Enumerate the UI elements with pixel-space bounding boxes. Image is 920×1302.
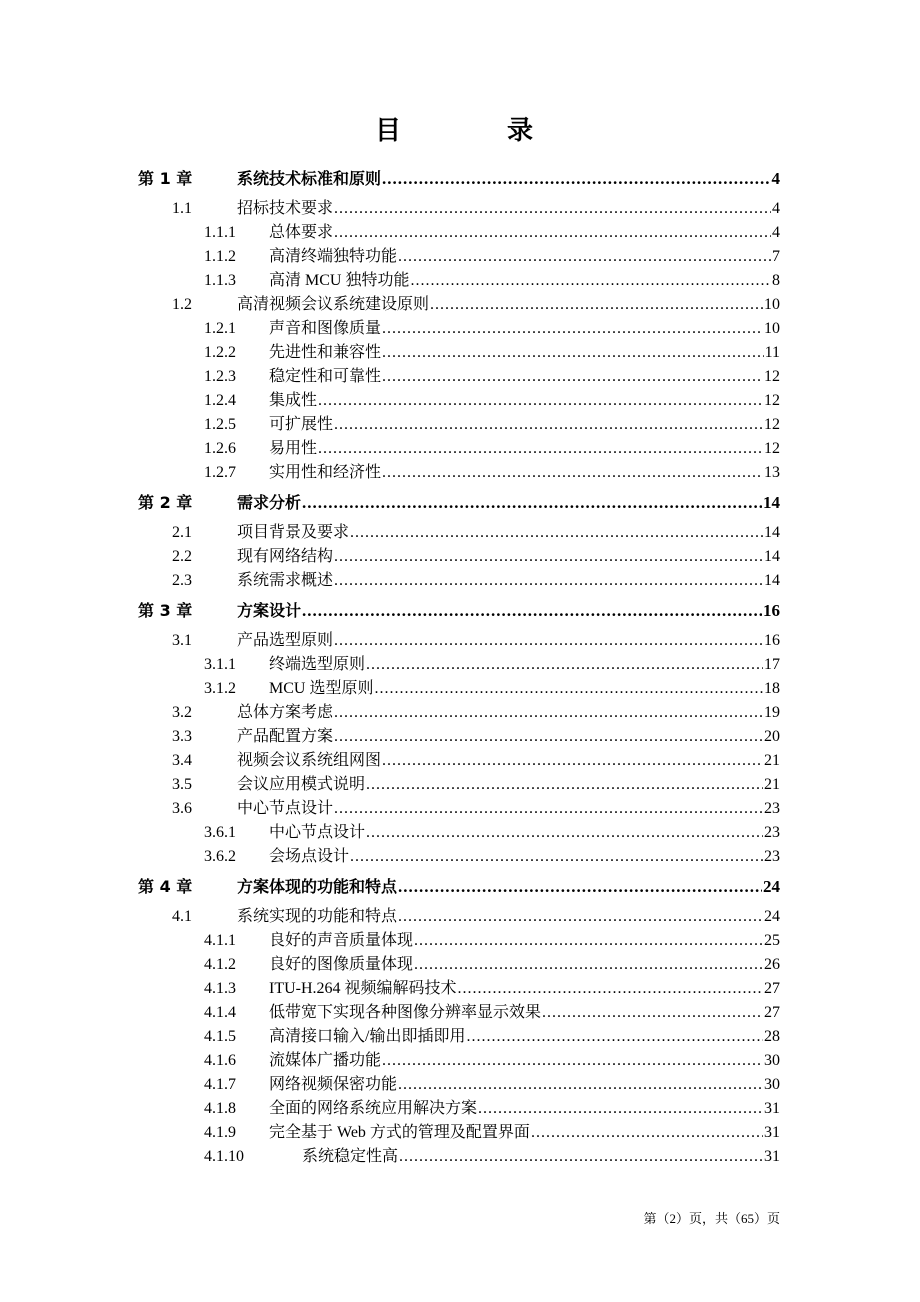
toc-entry-number: 1.1.1: [204, 224, 236, 241]
toc-entry-page-number: 31: [764, 1124, 780, 1141]
toc-entry-title: 集成性: [269, 392, 318, 409]
toc-entry-page-number: 14: [764, 548, 780, 565]
toc-entry-page-number: 31: [764, 1100, 780, 1117]
toc-entry[interactable]: [0, 702, 780, 724]
toc-entry[interactable]: [0, 726, 780, 748]
dot-leader: [399, 1146, 763, 1168]
toc-entry-page-number: 11: [764, 344, 780, 361]
toc-entry-page-number: 26: [764, 956, 780, 973]
toc-entry-title: 声音和图像质量: [269, 320, 382, 337]
toc-entry-title: 高清接口输入/输出即插即用: [269, 1028, 466, 1045]
toc-entry-number: 2.3: [172, 572, 192, 589]
toc-chapter-entry[interactable]: [0, 168, 780, 190]
toc-entry-number: 1.2.7: [204, 464, 236, 481]
dot-leader: [334, 798, 763, 820]
toc-entry-page-number: 24: [764, 908, 780, 925]
toc-entry-number: 4.1: [172, 908, 192, 925]
toc-entry-title: 高清视频会议系统建设原则: [237, 296, 430, 313]
dot-leader: [366, 774, 763, 796]
dot-leader: [334, 630, 763, 652]
toc-entry[interactable]: [0, 198, 780, 220]
dot-leader: [466, 1026, 763, 1048]
toc-entry-number: 1.2.6: [204, 440, 236, 457]
toc-entry-number: 4.1.1: [204, 932, 236, 949]
toc-chapter-entry[interactable]: [0, 876, 780, 898]
page-footer: 第（2）页，共（65）页: [643, 1211, 780, 1226]
page-title: 目 录: [374, 116, 573, 146]
toc-entry-number: 2.1: [172, 524, 192, 541]
toc-entry-page-number: 16: [764, 632, 780, 649]
dot-leader: [410, 270, 771, 292]
toc-entry[interactable]: [0, 654, 780, 676]
toc-entry-number: 3.6: [172, 800, 192, 817]
toc-entry-title: 产品配置方案: [237, 728, 334, 745]
toc-entry-page-number: 14: [763, 493, 780, 512]
toc-entry-title: 完全基于 Web 方式的管理及配置界面: [269, 1124, 530, 1141]
toc-entry-title: 总体方案考虑: [237, 704, 334, 721]
toc-entry-title: 全面的网络系统应用解决方案: [269, 1100, 478, 1117]
dot-leader: [382, 1050, 763, 1072]
dot-leader: [458, 978, 763, 1000]
toc-entry[interactable]: [0, 390, 780, 412]
toc-entry-title: 可扩展性: [269, 416, 334, 433]
toc-entry[interactable]: [0, 1122, 780, 1144]
toc-entry-page-number: 25: [764, 932, 780, 949]
toc-entry[interactable]: [0, 954, 780, 976]
dot-leader: [414, 954, 763, 976]
toc-entry-page-number: 18: [764, 680, 780, 697]
dot-leader: [302, 600, 762, 622]
toc-entry-number: 3.4: [172, 752, 192, 769]
toc-entry[interactable]: [0, 522, 780, 544]
toc-entry[interactable]: [0, 678, 780, 700]
toc-entry[interactable]: [0, 906, 780, 928]
toc-entry-page-number: 4: [772, 200, 780, 217]
dot-leader: [398, 246, 771, 268]
dot-leader: [334, 546, 763, 568]
toc-entry[interactable]: [0, 222, 780, 244]
toc-entry-title: 需求分析: [237, 493, 302, 512]
toc-entry-title: 网络视频保密功能: [269, 1076, 398, 1093]
dot-leader: [414, 930, 763, 952]
toc-chapter-entry[interactable]: [0, 600, 780, 622]
toc-entry-number: 第 1 章: [138, 169, 193, 188]
toc-entry-page-number: 27: [764, 980, 780, 997]
toc-entry[interactable]: [0, 318, 780, 340]
toc-entry[interactable]: [0, 1074, 780, 1096]
toc-entry-title: 易用性: [269, 440, 318, 457]
dot-leader: [350, 522, 763, 544]
toc-entry[interactable]: [0, 1050, 780, 1072]
toc-entry-page-number: 19: [764, 704, 780, 721]
toc-entry-title: 高清 MCU 独特功能: [269, 272, 410, 289]
toc-entry-title: 招标技术要求: [237, 200, 334, 217]
dot-leader: [366, 654, 763, 676]
toc-entry-title: 先进性和兼容性: [269, 344, 382, 361]
toc-entry-title: 总体要求: [269, 224, 334, 241]
toc-entry-number: 4.1.10: [204, 1148, 244, 1165]
toc-entry-title: 系统需求概述: [237, 572, 334, 589]
toc-entry-number: 4.1.5: [204, 1028, 236, 1045]
dot-leader: [430, 294, 763, 316]
toc-entry-page-number: 30: [764, 1076, 780, 1093]
toc-entry-title: 项目背景及要求: [237, 524, 350, 541]
toc-entry-page-number: 13: [764, 464, 780, 481]
dot-leader: [382, 462, 763, 484]
toc-entry-number: 3.6.2: [204, 848, 236, 865]
dot-leader: [382, 366, 763, 388]
toc-entry[interactable]: [0, 438, 780, 460]
toc-entry-number: 3.1: [172, 632, 192, 649]
toc-entry-number: 3.6.1: [204, 824, 236, 841]
toc-entry-number: 1.1.2: [204, 248, 236, 265]
toc-entry-page-number: 14: [764, 572, 780, 589]
toc-entry-number: 4.1.6: [204, 1052, 236, 1069]
toc-entry-number: 4.1.8: [204, 1100, 236, 1117]
toc-entry-number: 1.2.2: [204, 344, 236, 361]
toc-entry[interactable]: [0, 1002, 780, 1024]
toc-entry-number: 1.2.3: [204, 368, 236, 385]
toc-entry[interactable]: [0, 798, 780, 820]
toc-entry-page-number: 23: [764, 848, 780, 865]
dot-leader: [334, 414, 763, 436]
toc-entry[interactable]: [0, 774, 780, 796]
toc-entry[interactable]: [0, 978, 780, 1000]
toc-entry[interactable]: [0, 846, 780, 868]
toc-entry-page-number: 10: [764, 320, 780, 337]
toc-entry-page-number: 21: [764, 776, 780, 793]
toc-entry-number: 第 2 章: [138, 493, 193, 512]
toc-entry-title: 高清终端独特功能: [269, 248, 398, 265]
dot-leader: [318, 438, 763, 460]
toc-entry[interactable]: [0, 822, 780, 844]
toc-entry-page-number: 31: [764, 1148, 780, 1165]
toc-entry-title: 流媒体广播功能: [269, 1052, 382, 1069]
toc-entry-page-number: 30: [764, 1052, 780, 1069]
dot-leader: [318, 390, 763, 412]
toc-entry-title: 低带宽下实现各种图像分辨率显示效果: [269, 1004, 542, 1021]
toc-entry[interactable]: [0, 1146, 780, 1168]
toc-entry-number: 1.2.5: [204, 416, 236, 433]
dot-leader: [382, 342, 764, 364]
toc-entry-number: 4.1.9: [204, 1124, 236, 1141]
dot-leader: [334, 702, 763, 724]
toc-entry-title: 系统技术标准和原则: [237, 169, 382, 188]
toc-entry-page-number: 17: [764, 656, 780, 673]
toc-entry-title: 系统实现的功能和特点: [237, 908, 398, 925]
toc-entry-page-number: 10: [764, 296, 780, 313]
toc-entry[interactable]: [0, 294, 780, 316]
toc-entry-number: 3.3: [172, 728, 192, 745]
toc-entry[interactable]: [0, 546, 780, 568]
toc-entry-title: ITU-H.264 视频编解码技术: [269, 980, 457, 997]
toc-entry[interactable]: [0, 246, 780, 268]
toc-entry-title: 良好的声音质量体现: [269, 932, 414, 949]
toc-entry-page-number: 4: [772, 224, 780, 241]
toc-entry-page-number: 21: [764, 752, 780, 769]
toc-entry-title: 稳定性和可靠性: [269, 368, 382, 385]
toc-entry-page-number: 16: [763, 601, 780, 620]
toc-entry[interactable]: [0, 462, 780, 484]
toc-entry-number: 4.1.4: [204, 1004, 236, 1021]
toc-entry-title: 会议应用模式说明: [237, 776, 366, 793]
toc-entry-number: 第 3 章: [138, 601, 193, 620]
toc-entry-page-number: 7: [772, 248, 780, 265]
toc-entry[interactable]: [0, 750, 780, 772]
toc-entry-page-number: 23: [764, 824, 780, 841]
toc-chapter-entry[interactable]: [0, 492, 780, 514]
toc-entry-number: 1.2.1: [204, 320, 236, 337]
toc-entry-number: 3.1.1: [204, 656, 236, 673]
dot-leader: [334, 570, 763, 592]
toc-entry-page-number: 12: [764, 440, 780, 457]
dot-leader: [398, 906, 763, 928]
dot-leader: [334, 198, 771, 220]
toc-entry-page-number: 24: [763, 877, 780, 896]
dot-leader: [350, 846, 763, 868]
toc-entry-page-number: 27: [764, 1004, 780, 1021]
toc-entry-title: 中心节点设计: [269, 824, 366, 841]
toc-entry-page-number: 14: [764, 524, 780, 541]
dot-leader: [398, 1074, 763, 1096]
toc-entry-title: 终端选型原则: [269, 656, 366, 673]
toc-entry-title: 良好的图像质量体现: [269, 956, 414, 973]
toc-entry-number: 2.2: [172, 548, 192, 565]
toc-entry[interactable]: [0, 342, 780, 364]
dot-leader: [398, 876, 762, 898]
toc-entry-title: 视频会议系统组网图: [237, 752, 382, 769]
dot-leader: [478, 1098, 763, 1120]
dot-leader: [542, 1002, 763, 1024]
toc-entry-page-number: 28: [764, 1028, 780, 1045]
dot-leader: [531, 1122, 763, 1144]
toc-entry-number: 1.1.3: [204, 272, 236, 289]
toc-entry[interactable]: [0, 630, 780, 652]
toc-entry-title: MCU 选型原则: [269, 680, 374, 697]
toc-entry-page-number: 8: [772, 272, 780, 289]
toc-entry-number: 第 4 章: [138, 877, 193, 896]
dot-leader: [382, 318, 763, 340]
toc-entry[interactable]: [0, 270, 780, 292]
dot-leader: [382, 168, 770, 190]
dot-leader: [366, 822, 763, 844]
toc-entry-title: 中心节点设计: [237, 800, 334, 817]
toc-entry-title: 现有网络结构: [237, 548, 334, 565]
toc-entry-page-number: 4: [771, 169, 780, 188]
dot-leader: [382, 750, 763, 772]
toc-entry-number: 3.1.2: [204, 680, 236, 697]
toc-entry-page-number: 23: [764, 800, 780, 817]
toc-entry-page-number: 12: [764, 368, 780, 385]
toc-entry-number: 1.1: [172, 200, 192, 217]
toc-entry-page-number: 20: [764, 728, 780, 745]
dot-leader: [374, 678, 763, 700]
toc-entry-number: 4.1.3: [204, 980, 236, 997]
toc-entry-number: 3.5: [172, 776, 192, 793]
toc-entry[interactable]: [0, 414, 780, 436]
toc-entry[interactable]: [0, 1026, 780, 1048]
dot-leader: [334, 726, 763, 748]
toc-entry-title: 方案体现的功能和特点: [237, 877, 398, 896]
toc-entry-number: 3.2: [172, 704, 192, 721]
toc-entry-title: 实用性和经济性: [269, 464, 382, 481]
dot-leader: [302, 492, 762, 514]
toc-entry[interactable]: [0, 930, 780, 952]
toc-entry-page-number: 12: [764, 392, 780, 409]
toc-entry-number: 1.2.4: [204, 392, 236, 409]
toc-entry[interactable]: [0, 366, 780, 388]
toc-entry-number: 4.1.7: [204, 1076, 236, 1093]
toc-entry-title: 系统稳定性高: [302, 1148, 399, 1165]
dot-leader: [334, 222, 771, 244]
toc-entry-page-number: 12: [764, 416, 780, 433]
toc-entry-title: 产品选型原则: [237, 632, 334, 649]
toc-entry[interactable]: [0, 1098, 780, 1120]
toc-entry-title: 方案设计: [237, 601, 302, 620]
toc-entry-number: 1.2: [172, 296, 192, 313]
toc-entry-number: 4.1.2: [204, 956, 236, 973]
toc-entry-title: 会场点设计: [269, 848, 350, 865]
toc-entry[interactable]: [0, 570, 780, 592]
